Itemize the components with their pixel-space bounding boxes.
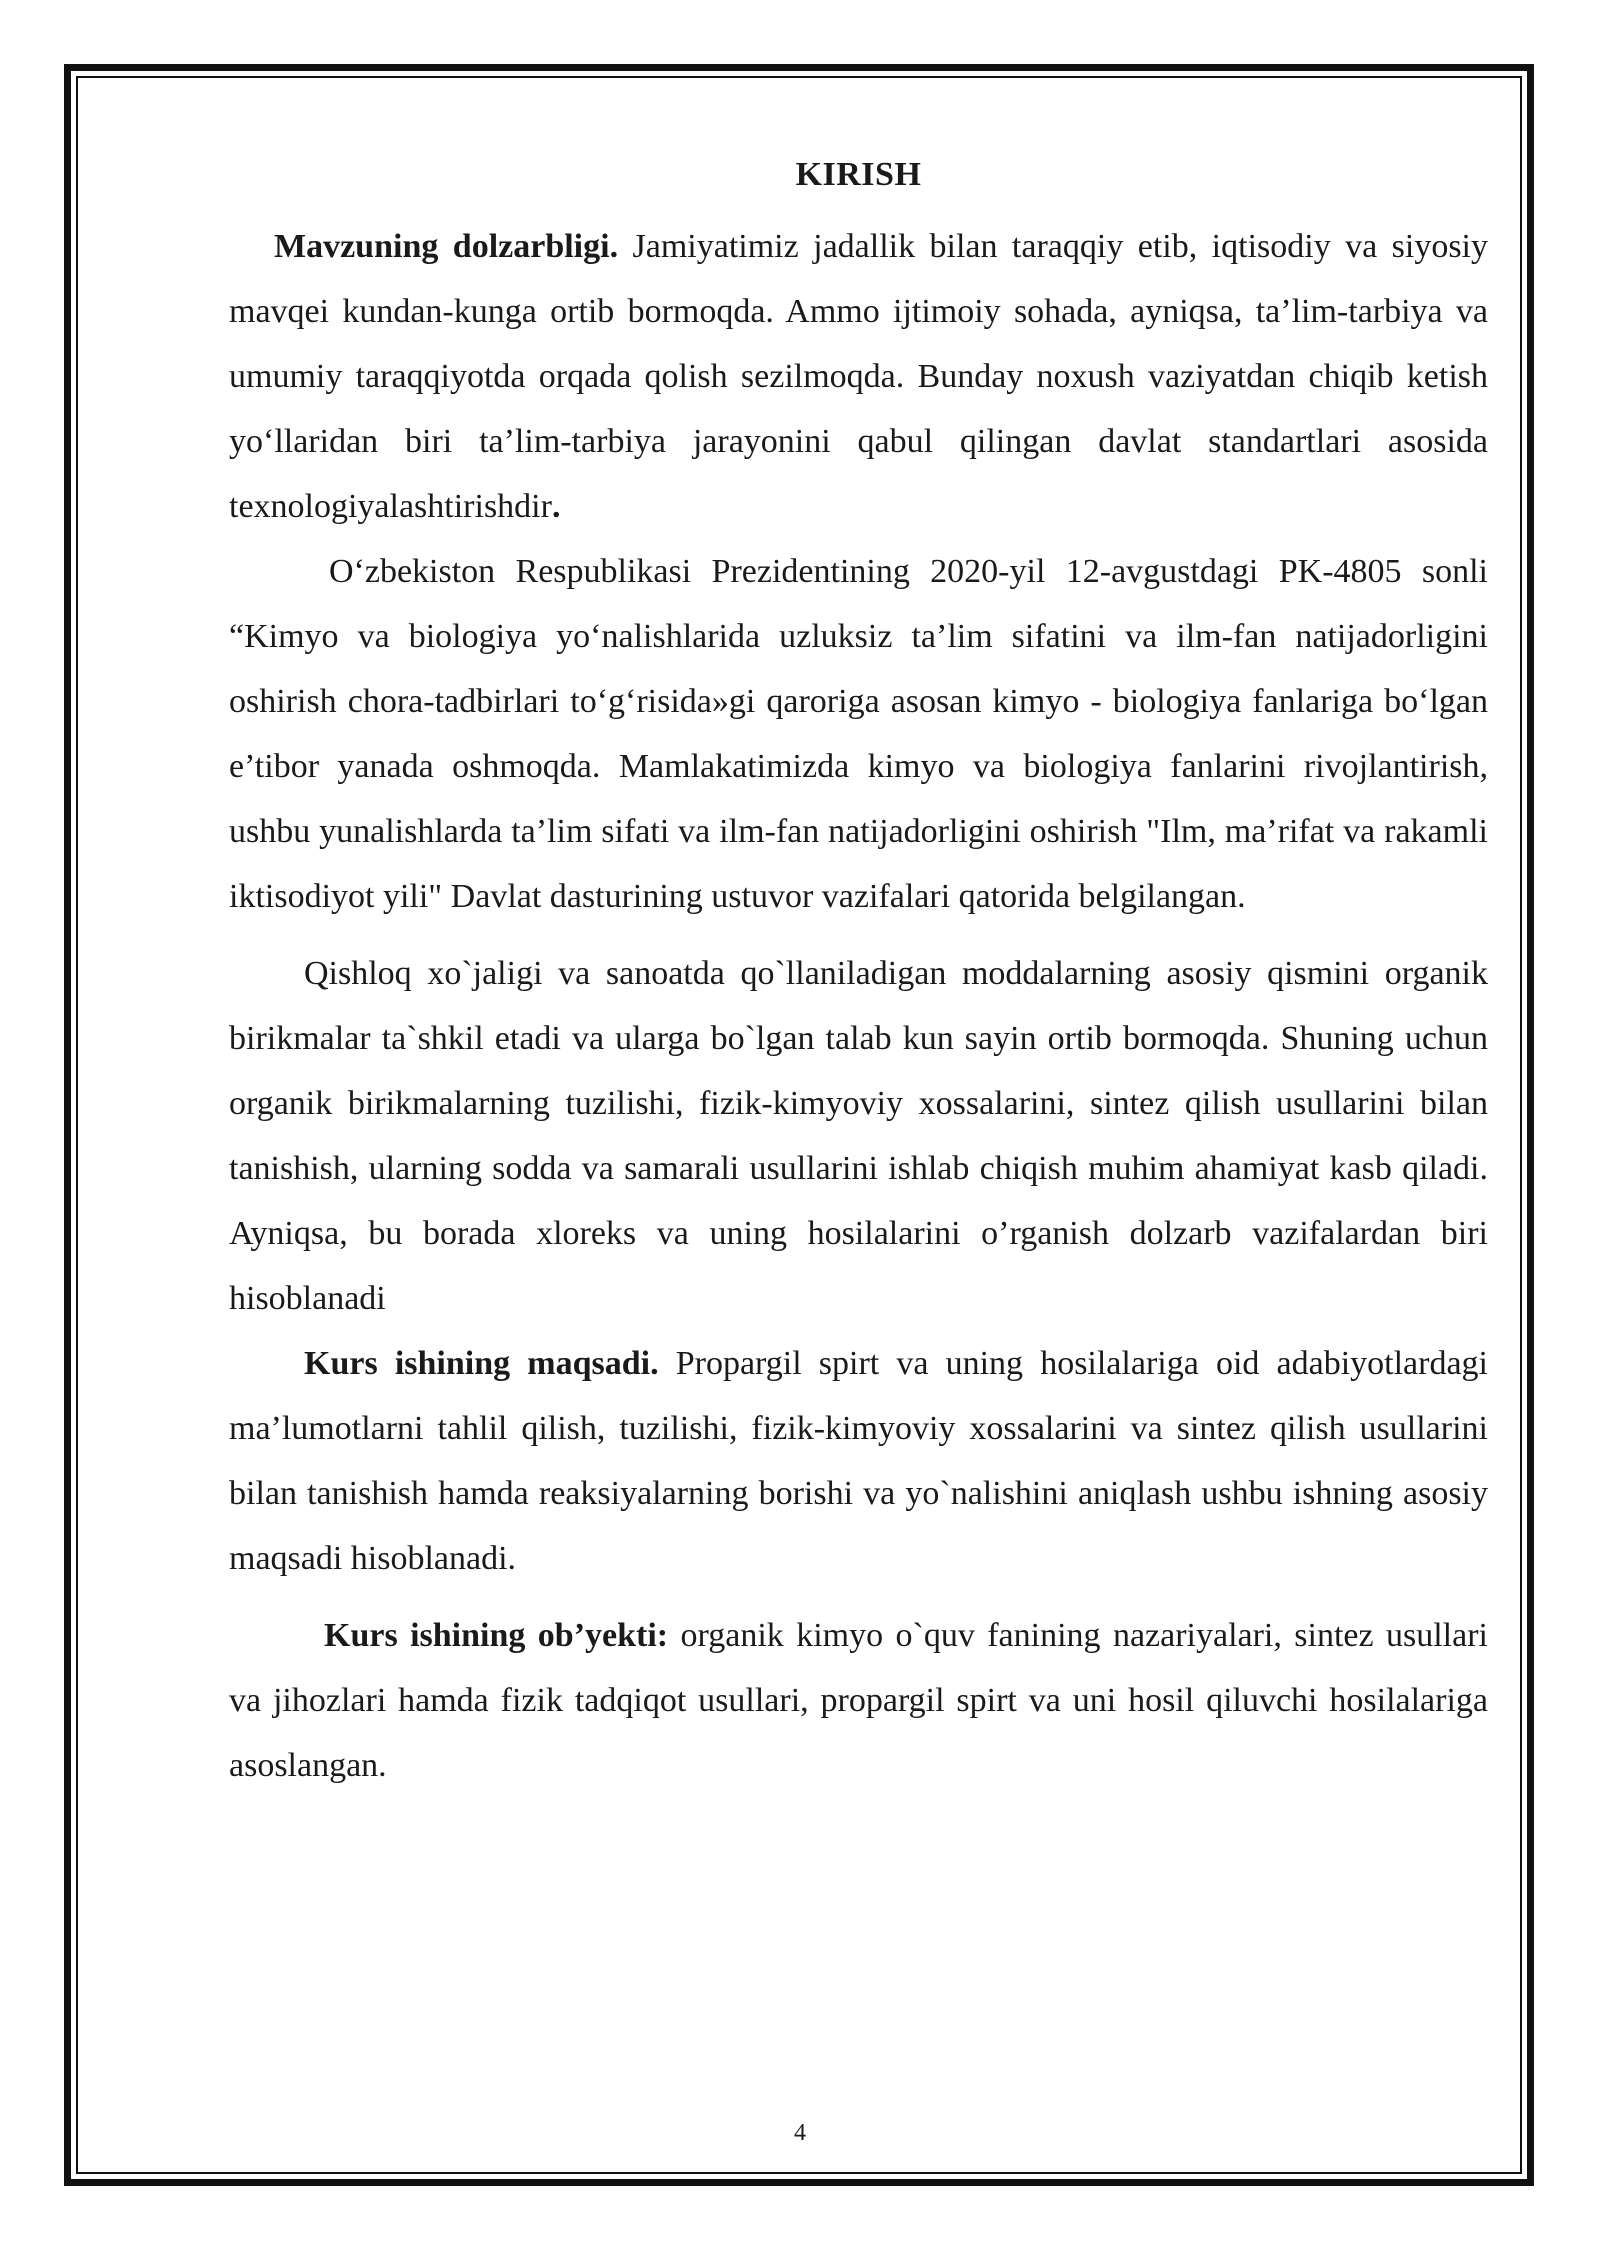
paragraph-text: O‘zbekiston Respublikasi Prezidentining 2020-yil 12-avgustdagi PK-4805 sonli “Kimyo va biologiya yo‘nalishlarida uzluksiz ta’lim sifatini va ilm-fan natijadorligini oshirish chora-tadbirlari to‘g‘risida»gi qaroriga asosan kimyo - biologiya fanlariga bo‘lgan e’tibor yanada oshmoqda. Mamlakatimizda kimyo va biologiya fanlarini rivojlantirish, ushbu yunalishlarda ta’lim sifati va ilm-fan natijadorligini oshirish "Ilm, ma’rifat va rakamli iktisodiyot yili" Davlat dasturining ustuvor vazifalari qatorida belgilangan.: [229, 553, 1488, 915]
section-title: KIRISH: [795, 156, 922, 193]
paragraph-object: [229, 1603, 1488, 1798]
paragraph-goal: [229, 1331, 1488, 1591]
paragraph-lead: Mavzuning dolzarbligi.: [274, 228, 619, 265]
paragraph-lead: Kurs ishining ob’yekti:: [324, 1617, 669, 1654]
paragraph-text: Propargil spirt va uning hosilalariga oid adabiyotlardagi ma’lumotlarni tahlil qilish, tuzilishi, fizik-kimyoviy xossalarini va sintez qilish usullarini bilan tanishish hamda reaksiyalarning borishi va yo`nalishini aniqlash ushbu ishning asosiy maqsadi hisoblanadi.: [229, 1345, 1488, 1577]
paragraph-organic-compounds: [229, 941, 1488, 1331]
paragraph-text: Qishloq xo`jaligi va sanoatda qo`llaniladigan moddalarning asosiy qismini organik birikmalar ta`shkil etadi va ularga bo`lgan talab kun sayin ortib bormoqda. Shuning uchun organik birikmalarning tuzilishi, fizik-kimyoviy xossalarini, sintez qilish usullarini bilan tanishish, ularning sodda va samarali usullarini ishlab chiqish muhim ahamiyat kasb qiladi. Ayniqsa, bu borada xloreks va uning hosilalarini o’rganish dolzarb vazifalardan biri hisoblanadi: [229, 955, 1488, 1317]
paragraph-decree: [229, 539, 1488, 929]
page-content: [229, 150, 1488, 1798]
paragraph-relevance: [229, 214, 1488, 539]
paragraph-text: organik kimyo o`quv fanining nazariyalari, sintez usullari va jihozlari hamda fizik tadqiqot usullari, propargil spirt va uni hosil qiluvchi hosilalariga asoslangan.: [229, 1617, 1488, 1784]
paragraph-text: Jamiyatimiz jadallik bilan taraqqiy etib, iqtisodiy va siyosiy mavqei kundan-kunga ortib bormoqda. Ammo ijtimoiy sohada, ayniqsa, ta’lim-tarbiya va umumiy taraqqiyotda orqada qolish sezilmoqda. Bunday noxush vaziyatdan chiqib ketish yo‘llaridan biri ta’lim-tarbiya jarayonini qabul qilingan davlat standartlari asosida texnologiyalashtirishdir: [229, 228, 1488, 525]
page-number: 4: [794, 2120, 806, 2146]
paragraph-end-mark: .: [551, 488, 561, 525]
paragraph-lead: Kurs ishining maqsadi.: [304, 1345, 659, 1382]
